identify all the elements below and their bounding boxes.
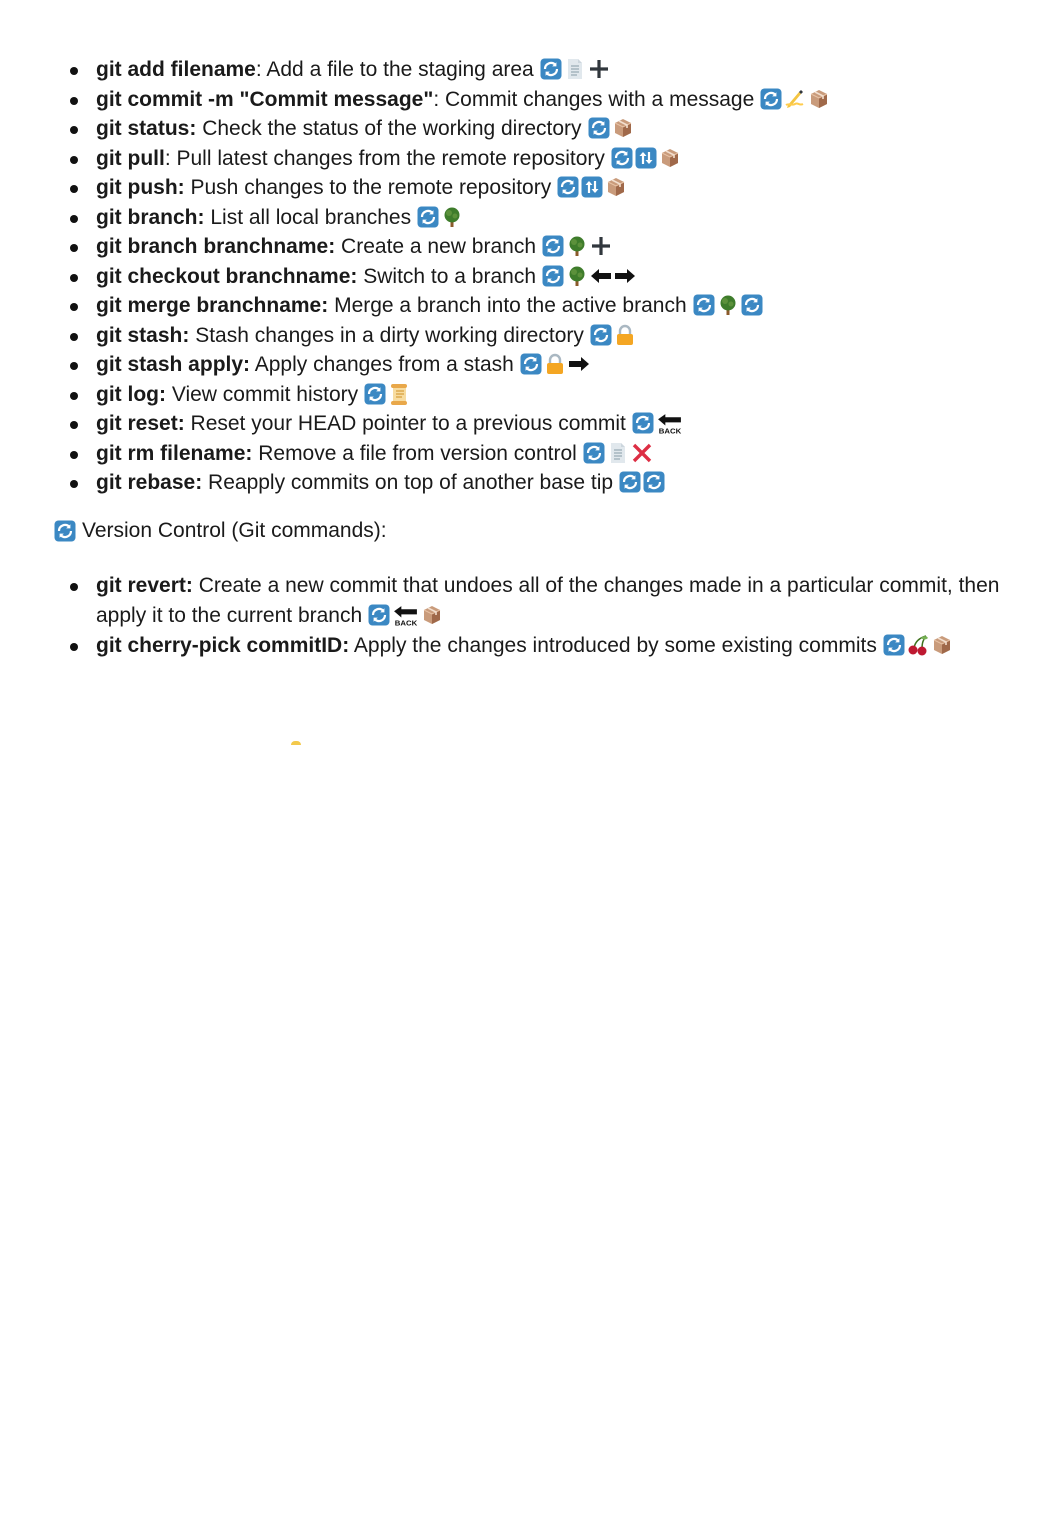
command-description: Create a new commit that undoes all of the changes made in a particular commit, then apply it to the current branch [96,574,1000,627]
decorative-mark [291,741,301,745]
page-icon [564,58,586,80]
git-command-list [0,55,1054,498]
command-item [0,409,1054,439]
command-description: Pull latest changes from the remote repository [176,146,605,170]
command-name: git log: [96,382,166,406]
command-description: Apply changes from a stash [254,353,514,376]
command-icons [590,324,636,346]
cross-mark-icon [631,442,653,464]
command-name: git add filename [96,58,256,81]
command-name: git stash apply: [96,353,251,376]
command-description: List all local branches [210,205,412,229]
writing-hand-icon [784,88,806,110]
command-description: Push changes to the remote repository [190,176,552,199]
cycle-arrows-icon [542,235,564,257]
command-item [0,55,1054,85]
command-icons [583,442,653,464]
cycle-arrows-icon [760,88,782,110]
command-item [0,173,1054,203]
command-description: View commit history [171,382,359,406]
command-icons [542,235,612,257]
svg-text:BACK: BACK [394,618,418,627]
command-icons [557,176,627,198]
tree-icon [566,265,588,287]
command-name: git cherry-pick commitID: [96,634,350,657]
command-icons [632,412,683,434]
command-icons [588,117,634,139]
command-name: git branch branchname: [96,235,336,258]
cycle-arrows-icon [417,206,439,228]
command-item [0,262,1054,292]
command-item [0,203,1054,233]
command-name: git rm filename: [96,441,253,465]
command-icons [883,634,953,656]
command-description: Commit changes with a message [444,87,755,111]
cycle-arrows-icon [540,58,562,80]
section-heading-label: Version Control (Git commands): [82,519,387,542]
command-description: Reset your HEAD pointer to a previous commit [190,412,626,435]
command-description: Switch to a branch [363,264,536,288]
cycle-arrows-icon [557,176,579,198]
command-description: Reapply commits on top of another base tip [208,471,614,494]
command-name: git commit -m "Commit message" [96,87,434,111]
cycle-arrows-icon [632,412,654,434]
command-separator: : [255,58,267,81]
svg-text:BACK: BACK [658,426,682,435]
sync-arrows-icon [635,147,657,169]
command-description: Remove a file from version control [258,441,577,465]
command-name: git branch: [96,205,205,229]
cycle-arrows-icon [542,265,564,287]
command-name: git merge branchname: [96,294,329,317]
back-arrow-icon [656,412,683,434]
package-icon [605,176,627,198]
command-icons [364,383,410,405]
tree-icon [717,294,739,316]
command-description: Check the status of the working directory [202,117,582,140]
cherries-icon [907,634,929,656]
package-icon [421,604,443,626]
package-icon [659,147,681,169]
right-arrow-icon [614,265,636,287]
command-icons [368,604,443,626]
command-icons [520,353,590,375]
command-item [0,114,1054,144]
cycle-arrows-icon [619,471,641,493]
command-item [0,468,1054,498]
page-icon [607,442,629,464]
command-item [0,144,1054,174]
command-description: Stash changes in a dirty working directory [195,323,584,347]
right-arrow-icon [568,353,590,375]
command-icons [693,294,763,316]
command-item [0,321,1054,351]
plus-icon [588,58,610,80]
command-separator: : [164,146,177,170]
git-command-list-more [0,571,1054,661]
cycle-arrows-icon [883,634,905,656]
back-arrow-icon [392,604,419,626]
command-name: git checkout branchname: [96,264,358,288]
cycle-arrows-icon [583,442,605,464]
heading-icon-group [54,520,76,542]
command-item [0,350,1054,380]
cycle-arrows-icon [611,147,633,169]
cycle-arrows-icon [643,471,665,493]
tree-icon [441,206,463,228]
command-description: Apply the changes introduced by some existing commits [353,634,877,657]
command-item [0,380,1054,410]
command-description: Merge a branch into the active branch [334,294,687,317]
command-item [0,85,1054,115]
command-item [0,439,1054,469]
command-icons [540,58,610,80]
package-icon [931,634,953,656]
lock-icon [614,324,636,346]
command-icons [542,265,636,287]
command-icons [417,206,463,228]
cycle-arrows-icon [693,294,715,316]
sync-arrows-icon [581,176,603,198]
package-icon [808,88,830,110]
command-icons [760,88,830,110]
command-name: git status: [96,117,197,140]
command-name: git revert: [96,574,193,597]
command-item [0,291,1054,321]
section-heading [54,516,387,546]
cycle-arrows-icon [741,294,763,316]
command-name: git reset: [96,412,185,435]
command-name: git push: [96,176,185,199]
command-description: Create a new branch [341,235,536,258]
command-item [0,631,1054,661]
scroll-icon [388,383,410,405]
command-item [0,571,1054,631]
command-item [0,232,1054,262]
command-name: git stash: [96,323,190,347]
command-icons [619,471,665,493]
cycle-arrows-icon [520,353,542,375]
command-description: Add a file to the staging area [266,58,534,81]
cycle-arrows-icon [590,324,612,346]
command-separator: : [433,87,445,111]
tree-icon [566,235,588,257]
cycle-arrows-icon [588,117,610,139]
cycle-arrows-icon [368,604,390,626]
cycle-arrows-icon [54,520,76,542]
cycle-arrows-icon [364,383,386,405]
command-name: git pull [96,146,165,170]
package-icon [612,117,634,139]
left-arrow-icon [590,265,612,287]
plus-icon [590,235,612,257]
command-name: git rebase: [96,471,203,494]
lock-icon [544,353,566,375]
command-icons [611,147,681,169]
